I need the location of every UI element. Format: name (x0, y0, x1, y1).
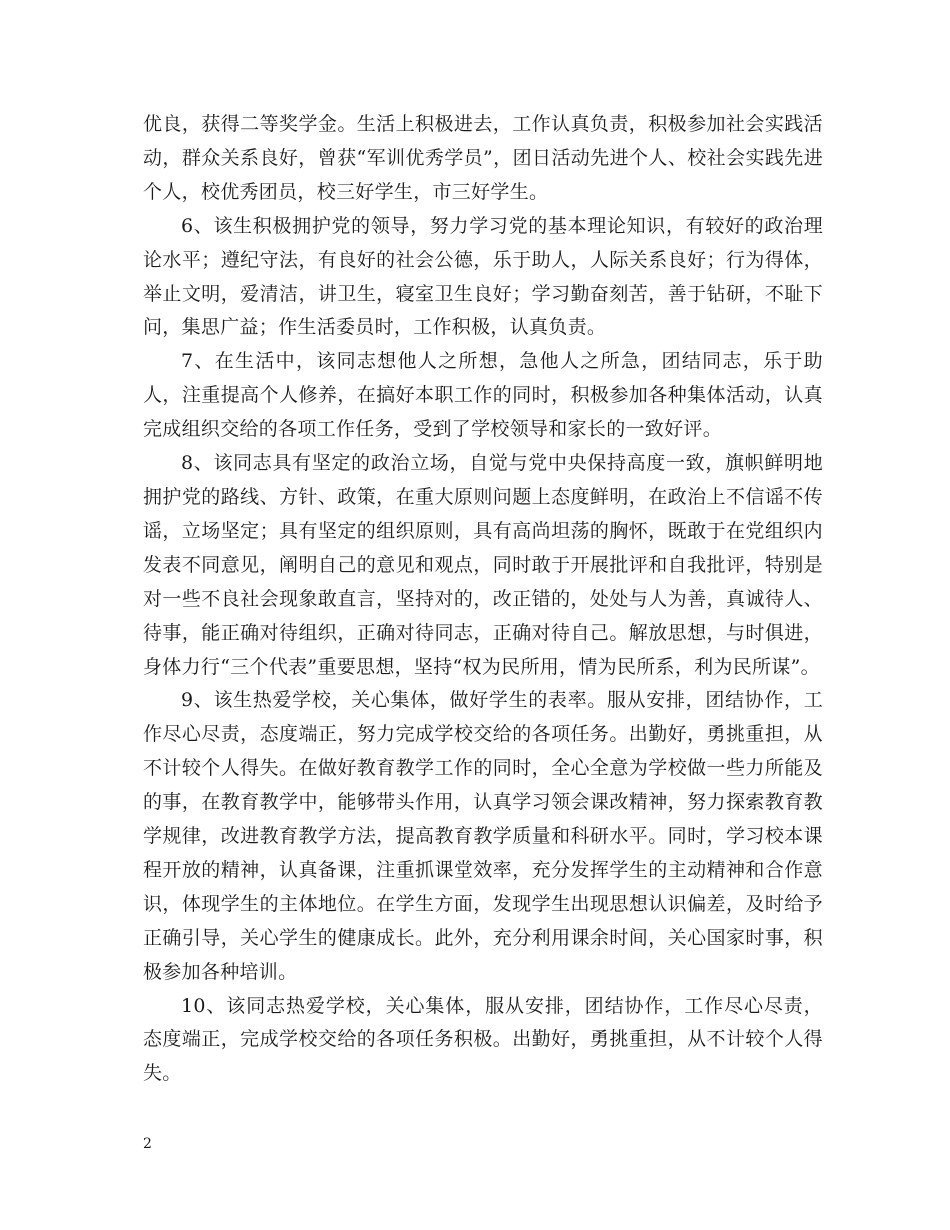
paragraph-item-6: 6、该生积极拥护党的领导，努力学习党的基本理论知识，有较好的政治理论水平；遵纪守法，有良好的社会公德，乐于助人，人际关系良好；行为得体，举止文明，爱清洁，讲卫生，寝室卫生良好；学习勤奋刻苦，善于钻研，不耻下问，集思广益；作生活委员时，工作积极，认真负责。 (143, 214, 823, 339)
paragraph-item-10: 10、该同志热爱学校，关心集体，服从安排，团结协作，工作尽心尽责，态度端正，完成学校交给的各项任务积极。出勤好，勇挑重担，从不计较个人得失。 (143, 994, 823, 1085)
paragraph-item-7: 7、在生活中，该同志想他人之所想，急他人之所急，团结同志，乐于助人，注重提高个人修养，在搞好本职工作的同时，积极参加各种集体活动，认真完成组织交给的各项工作任务，受到了学校领导和家长的一致好评。 (143, 350, 823, 441)
page-number: 2 (143, 1136, 152, 1152)
paragraph-continuation: 优良，获得二等奖学金。生活上积极进去，工作认真负责，积极参加社会实践活动，群众关系良好，曾获“军训优秀学员”，团日活动先进个人、校社会实践先进个人，校优秀团员，校三好学生，市三好学生。 (143, 113, 823, 203)
document-body (143, 108, 823, 1091)
paragraph-item-9: 9、该生热爱学校，关心集体，做好学生的表率。服从安排，团结协作，工作尽心尽责，态度端正，努力完成学校交给的各项任务。出勤好，勇挑重担，从不计较个人得失。在做好教育教学工作的同时，全心全意为学校做一些力所能及的事，在教育教学中，能够带头作用，认真学习领会课改精神，努力探索教育教学规律，改进教育教学方法，提高教育教学质量和科研水平。同时，学习校本课程开放的精神，认真备课，注重抓课堂效率，充分发挥学生的主动精神和合作意识，体现学生的主体地位。在学生方面，发现学生出现思想认识偏差，及时给予正确引导，关心学生的健康成长。此外，充分利用课余时间，关心国家时事，积极参加各种培训。 (143, 689, 823, 983)
paragraph-item-8: 8、该同志具有坚定的政治立场，自觉与党中央保持高度一致，旗帜鲜明地拥护党的路线、方针、政策，在重大原则问题上态度鲜明，在政治上不信谣不传谣，立场坚定；具有坚定的组织原则，具有高尚坦荡的胸怀，既敢于在党组织内发表不同意见，阐明自己的意见和观点，同时敢于开展批评和自我批评，特别是对一些不良社会现象敢直言，坚持对的，改正错的，处处与人为善，真诚待人、待事，能正确对待组织，正确对待同志，正确对待自己。解放思想，与时俱进，身体力行“三个代表”重要思想，坚持“权为民所用，情为民所系，利为民所谋”。 (143, 452, 823, 678)
